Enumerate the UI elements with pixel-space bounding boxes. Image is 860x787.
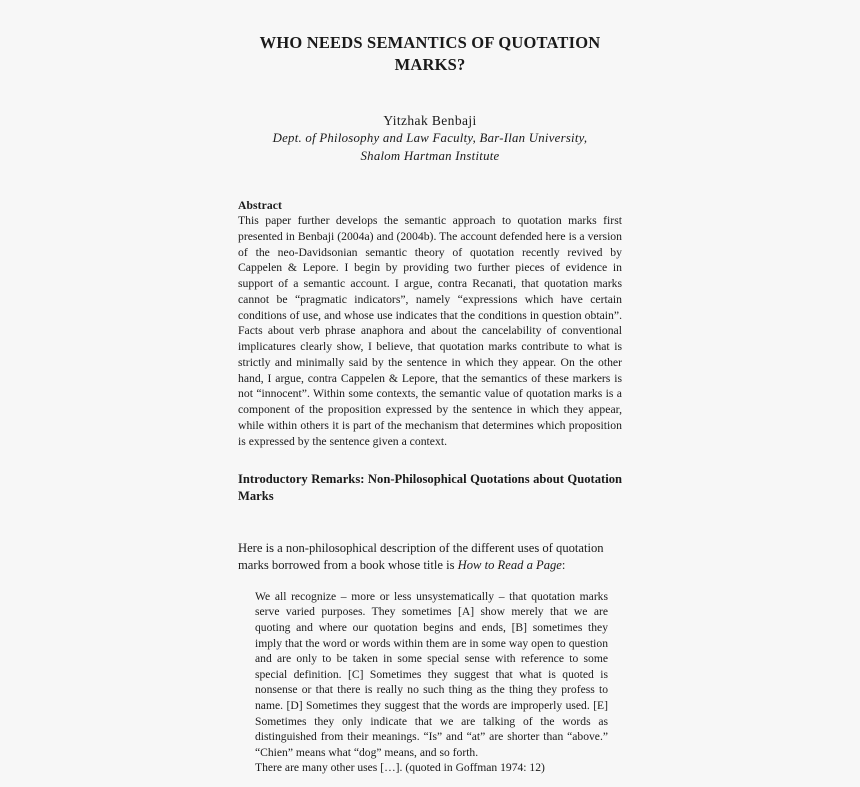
section-heading: Introductory Remarks: Non-Philosophical Quotations about Quotation Marks [238, 472, 622, 504]
block-quote-main: We all recognize – more or less unsystematically – that quotation marks serve varied purposes. They sometimes [A] show merely that we are quoting and where our quotation begins and ends, [B] sometimes they imply that the word or words within them are in some way open to question and are only to be taken in some special sense with reference to some special definition. [C] Sometimes they suggest that what is quoted is nonsense or that there is really no such thing as the thing they profess to name. [D] Sometimes they suggest that the words are improperly used. [E] Sometimes they only indicate that we are talking of the words as distinguished from their meanings. “Is” and “at” are shorter than “above.” “Chien” means what “dog” means, and so forth. [255, 589, 608, 759]
author-affiliation-line-1: Dept. of Philosophy and Law Faculty, Bar-Ilan University, [272, 131, 588, 146]
section-intro-text-before: Here is a non-philosophical description of the different uses of quotation marks borrowed from a book whose title is [238, 540, 604, 572]
abstract-section [238, 199, 622, 450]
page-title: WHO NEEDS SEMANTICS OF QUOTATION MARKS? [259, 33, 601, 75]
abstract-text: This paper further develops the semantic approach to quotation marks first presented in Benbaji (2004a) and (2004b). The account defended here is a version of the neo-Davidsonian semantic theory of quotation recently revived by Cappelen & Lepore. I begin by providing two further pieces of evidence in support of a semantic account. I argue, contra Recanati, that quotation marks cannot be “pragmatic indicators”, namely “expressions which have certain conditions of use, and whose use indicates that the conditions in question obtain”. Facts about verb phrase anaphora and about the cancelability of conventional implicatures clearly show, I believe, that quotation marks contribute to what is strictly and minimally said by the sentence in which they appear. On the other hand, I argue, contra Cappelen & Lepore, that the semantics of these markers is not “innocent”. Within some contexts, the semantic value of quotation marks is a component of the proposition expressed by the sentence in which they appear, while within others it is part of the mechanism that determines which proposition is expressed by the sentence given a context. [238, 214, 622, 448]
section-intro-paragraph [238, 540, 622, 574]
abstract-label: Abstract [238, 198, 282, 212]
block-quote-citation: There are many other uses […]. (quoted in Goffman 1974: 12) [255, 761, 545, 775]
author-affiliation-line-2: Shalom Hartman Institute [360, 149, 500, 164]
author-name: Yitzhak Benbaji [383, 113, 477, 129]
text-column [238, 0, 622, 787]
block-quote [255, 589, 608, 776]
book-title: How to Read a Page [457, 557, 562, 572]
section-intro-text-after: : [561, 557, 566, 572]
author-block [238, 112, 622, 166]
